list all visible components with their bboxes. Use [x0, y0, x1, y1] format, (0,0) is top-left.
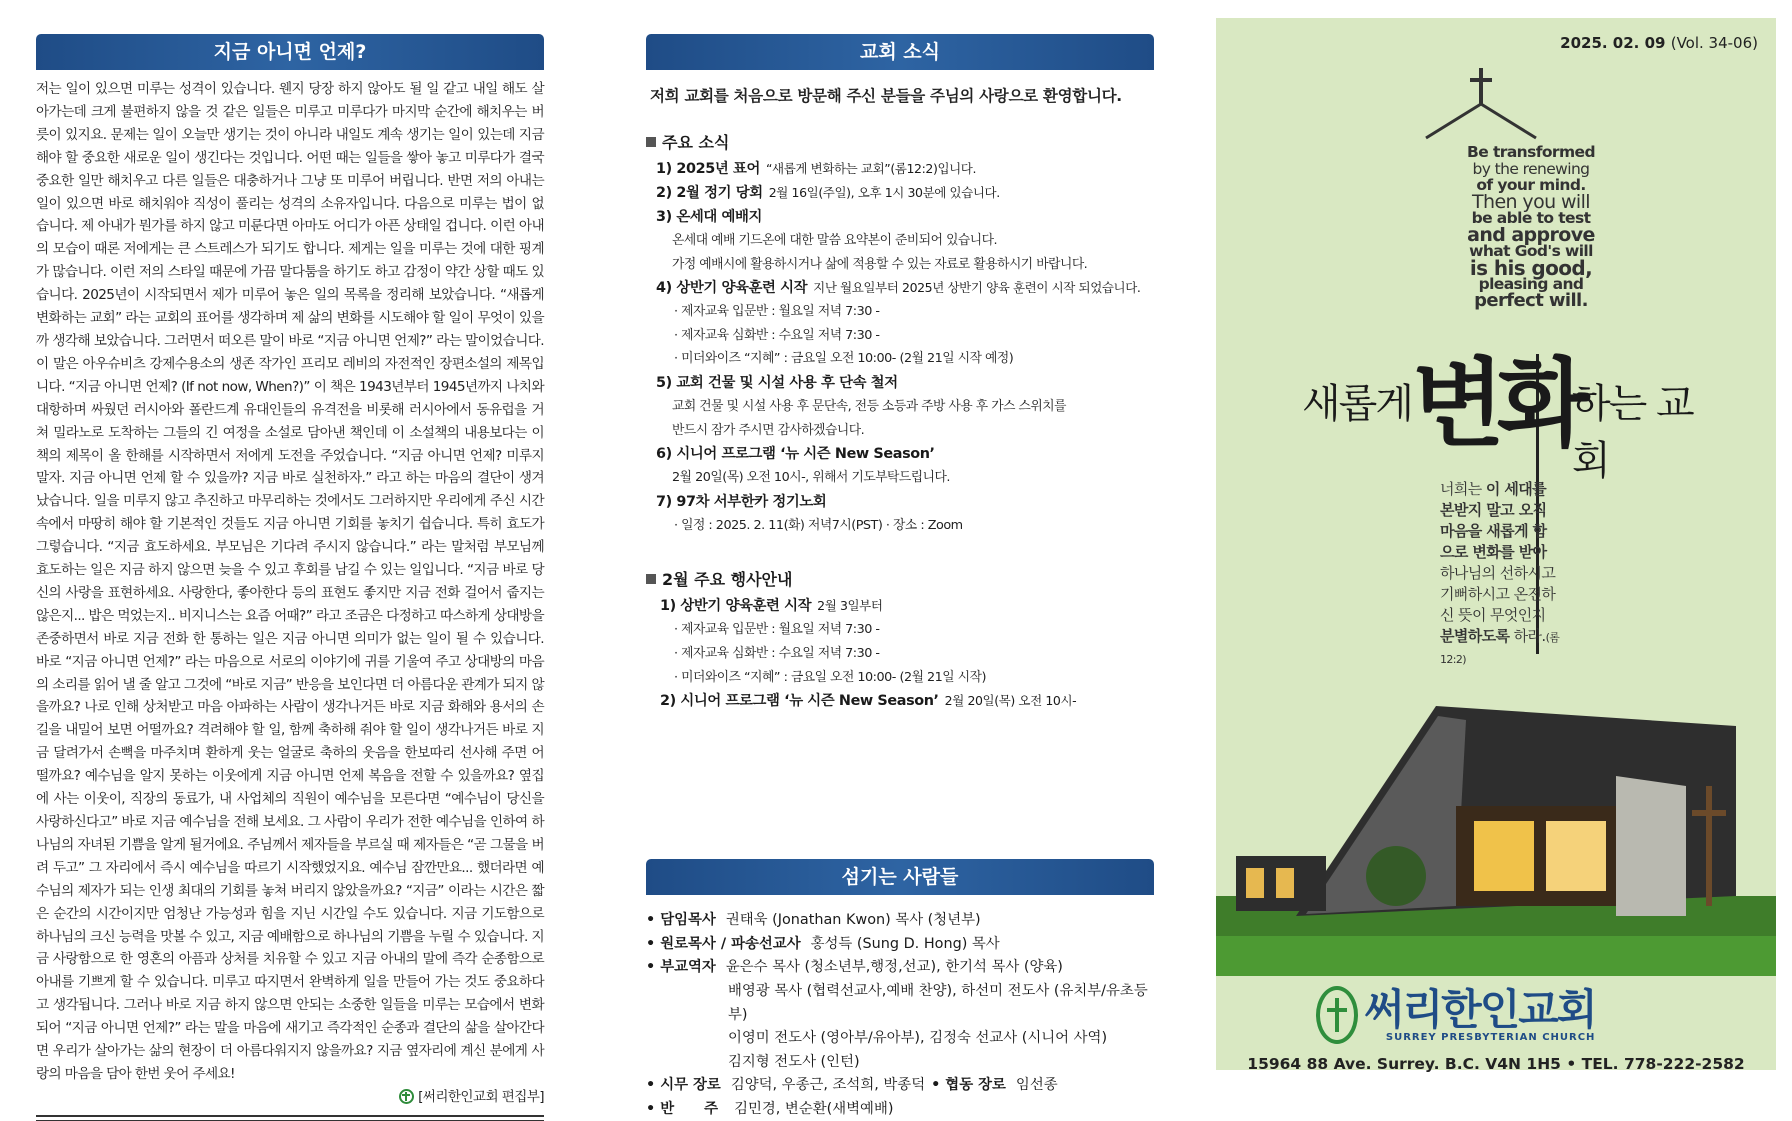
news-column: [646, 34, 1154, 1121]
event-item: 1) 상반기 양육훈련 시작 2월 3일부터: [660, 598, 883, 615]
news-item: 4) 상반기 양육훈련 시작 지난 월요일부터 2025년 상반기 양육 훈련이 시작 되었습니다.: [656, 280, 1141, 297]
servant-names: 배영광 목사 (협력선교사,예배 찬양), 하선미 전도사 (유치부/유초등부): [728, 982, 1148, 1023]
servant-row: • 반 주 김민경, 변순환(새벽예배): [646, 1100, 894, 1117]
news-sub: · 제자교육 입문반 : 월요일 저녁 7:30 -: [674, 304, 880, 320]
verse-korean: 너희는 이 세대를 본받지 말고 오직 마음을 새롭게 함으로 변화를 받아 하나님의 선하시고 기뻐하시고 온전하신 뜻이 무엇인지 분별하도록 하라.(롬 12:2): [1440, 480, 1560, 666]
news-sub: 온세대 예배 기드온에 대한 말씀 요약본이 준비되어 있습니다.: [672, 233, 998, 248]
welcome-text: 저희 교회를 처음으로 방문해 주신 분들을 주님의 사랑으로 환영합니다.: [650, 87, 1122, 105]
church-logo-icon: [399, 1089, 414, 1104]
event-sub: · 제자교육 심화반 : 수요일 저녁 7:30 -: [674, 645, 880, 661]
servant-row: • 담임목사 권태욱 (Jonathan Kwon) 목사 (청년부): [646, 912, 981, 929]
essay-signature: [써리한인교회 편집부]: [418, 1088, 544, 1105]
essay-heading: 지금 아니면 언제?: [36, 34, 544, 70]
church-cross-logo-icon: [1316, 986, 1358, 1044]
news-item: 7) 97차 서부한카 정기노회: [656, 493, 827, 510]
divider: [36, 1115, 544, 1117]
essay-body: [36, 78, 544, 1109]
square-bullet-icon: [646, 137, 656, 147]
news-item: 2) 2월 정기 당회 2월 16일(주일), 오후 1시 30분에 있습니다.: [656, 185, 1000, 201]
news-item: 5) 교회 건물 및 시설 사용 후 단속 철저: [656, 374, 898, 391]
servants-heading: 섬기는 사람들: [646, 859, 1154, 895]
event-item: 2) 시니어 프로그램 ‘뉴 시즌 New Season’ 2월 20일(목) 오전 10시-: [660, 693, 1077, 710]
verse-english: Be transformed by the renewing of your mind. Then you will be able to test and approve what God's will is his good, pleasing and perfect will.: [1467, 143, 1595, 311]
main-news-heading: 주요 소식: [646, 130, 1154, 153]
news-sub: · 일정 : 2025. 2. 11(화) 저녁7시(PST) · 장소 : Zoom: [674, 517, 963, 533]
event-sub: · 제자교육 입문반 : 월요일 저녁 7:30 -: [674, 622, 880, 638]
news-item: 3) 온세대 예배지: [656, 209, 763, 225]
news-heading: 교회 소식: [646, 34, 1154, 70]
servants-list: [646, 909, 1154, 1121]
church-building-photo: [1216, 686, 1776, 976]
news-sub: · 제자교육 심화반 : 수요일 저녁 7:30 -: [674, 327, 880, 343]
church-address: 15964 88 Ave. Surrey. B.C. V4N 1H5 • TEL. 778-222-2582: [1247, 1055, 1745, 1073]
essay-signature-line: [36, 1086, 544, 1109]
events-heading: 2월 주요 행사안내: [646, 567, 1154, 590]
news-item: 6) 시니어 프로그램 ‘뉴 시즌 New Season’: [656, 446, 935, 463]
news-sub: 가정 예배시에 활용하시거나 삶에 적용할 수 있는 자료로 활용하시기 바랍니다.: [672, 256, 1088, 272]
news-item: 1) 2025년 표어 “새롭게 변화하는 교회”(롬12:2)입니다.: [656, 161, 977, 177]
square-bullet-icon: [646, 574, 656, 584]
issue-date: 2025. 02. 09 (Vol. 34-06): [1560, 34, 1758, 52]
essay-text: 저는 일이 있으면 미루는 성격이 있습니다. 웬지 당장 하지 않아도 될 일 같고 내일 해도 살아가는데 크게 불편하지 않을 것 같은 일들은 미루고 미루다가 마지막 순간에 해치우는 버릇이 있지요. 문제는 일이 오늘만 생기는 것이 아니라 내일도 계속 생기는 일이 있는데 지금 해야 할 중요한 새로운 일이 생긴다는 것입니다. 어떤 때는 일들을 쌓아 놓고 미루다가 결국 중요한 일만 해치우고 다른 일들은 대충하거나 그냥 또 미루어 버립니다. 반면 저의 아내는 일이 있으면 바로 해치워야 직성이 풀리는 성격의 소유자입니다. 다음으로 미루는 법이 없습니다. 제 아내가 뭔가를 하지 않고 미룬다면 아마도 어디가 아픈 상태일 겁니다. 이런 아내의 모습이 때론 저에게는 큰 스트레스가 되기도 합니다. 제게는 일을 미루는 것에 대한 핑계가 많습니다. 이런 저의 스타일 때문에 가끔 말다툼을 하기도 하고 감정이 약간 상할 때도 있습니다. 2025년이 시작되면서 제가 미루어 놓은 일의 목록을 정리해 보았습니다. “새롭게 변화하는 교회” 라는 교회의 표어를 생각하며 제 삶의 변화를 시도해야 할 일이 무엇이 있을까 생각해 보았습니다. 그러면서 떠오른 말이 바로 “지금 아니면 언제?” 라는 말이었습니다. 이 말은 아우슈비츠 강제수용소의 생존 작가인 프리모 레비의 자전적인 장편소설의 제목입니다. “지금 아니면 언제? (If not now, When?)” 이 책은 1943년부터 1945년까지 나치와 대항하며 싸웠던 러시아와 폴란드계 유대인들의 유격전을 비롯해 러시아에서 동유럽을 거쳐 밀라노로 도착하는 그들의 긴 여정을 소설로 담아낸 책인데 이 소설책의 내용보다는 이 책의 제목이 올 한해를 시작하면서 저에게 도전을 주었습니다. “지금 아니면 언제? 미루지 말자. 지금 아니면 언제 할 수 있을까? 지금 바로 실천하자.” 라고 하는 마음의 결단이 생겨났습니다. 일을 미루지 않고 추진하고 마무리하는 것에서도 그러하지만 우리에게 주신 시간 속에서 마땅히 해야 할 기본적인 것들도 지금 아니면 기회를 놓치기 쉽습니다. 특히 효도가 그렇습니다. “지금 효도하세요. 부모님은 기다려 주시지 않습니다.” 라는 말처럼 부모님께 효도하는 일은 지금 하지 않으면 늦을 수 있고 후회를 남길 수 있는 일입니다. “지금 바로 당신의 사랑을 표현하세요. 사랑한다, 좋아한다 등의 표현도 좋지만 지금 전화 걸어서 줍지는 않은지... 밥은 먹었는지.. 비지니스는 요즘 어때?” 라고 조금은 다정하고 따스하게 상대방을 존중하면서 바로 지금 전화 한 통하는 일은 지금 아니면 의미가 없는 일이 될 수 있습니다. 바로 “지금 아니면 언제?” 라는 마음으로 서로의 이야기에 귀를 기울여 주고 상대방의 마음의 소리를 읽어 낼 줄 알고 그것에 “바로 지금” 반응을 보인다면 더 아름다운 관계가 되지 않을까요? 나로 인해 상처받고 마음 아파하는 사람이 생각나거든 바로 지금 화해와 용서의 손길을 내밀어 보면 어떨까요? 격려해야 할 일, 함께 축하해 줘야 할 일이 생각나거든 바로 지금 달려가서 손뼉을 마주치며 환하게 웃는 얼굴로 축하의 웃음을 한보따리 선사해 주면 어떨까요? 예수님을 알지 못하는 이웃에게 지금 아니면 언제 복음을 전할 수 있을까요? 옆집에 사는 이웃이, 직장의 동료가, 내 사업체의 직원이 예수님을 모른다면 “예수님이 당신을 사랑하신다고” 바로 지금 예수님을 전해 보세요. 그 사람이 우리가 전한 예수님을 인하여 하나님의 자녀된 기쁨을 알게 될거에요. 주님께서 제자들을 부르실 때 제자들은 “곧 그물을 버려 두고” 그 자리에서 즉시 예수님을 따르기 시작했었지요. 예수님 잠깐만요... 했더라면 예수님의 제자가 되는 인생 최대의 기회를 놓쳐 버리지 않았을까요? “지금” 이라는 시간은 짧은 순간의 시간이지만 엄청난 가능성과 힘을 지닌 시간일 수도 있습니다. 지금 기도함으로 하나님의 크신 능력을 맛볼 수 있고, 지금 예배함으로 하나님의 기쁨을 누릴 수 있습니다. 지금 사랑함으로 한 영혼의 아픔과 상처를 치유할 수 있고 지금 아내의 말에 즉각 순종함으로 아내를 기쁘게 할 수 있습니다. 미루고 따지면서 완벽하게 일을 만들어 가는 것도 중요하다고 생각됩니다. 그러나 바로 지금 하지 않으면 안되는 소중한 일들을 미루는 모습에서 변화되어 “지금 아니면 언제?” 라는 말을 마음에 새기고 즉각적인 순종과 결단의 삶을 살아간다면 우리가 살아가는 삶의 현장이 더 아름다워지지 않을까요? 지금 옆자리에 계신 분에게 사랑의 마음을 담아 한번 웃어 주세요!: [36, 81, 544, 1082]
news-sub: · 미더와이즈 “지혜” : 금요일 오전 10:00- (2월 21일 시작 예정): [674, 351, 1014, 367]
cross-icon: [1466, 68, 1496, 128]
event-sub: · 미더와이즈 “지혜” : 금요일 오전 10:00- (2월 21일 시작): [674, 669, 986, 685]
church-logo: [1316, 980, 1595, 1050]
church-name: 써리한인교회: [1364, 984, 1596, 1034]
servant-row: • 부교역자 윤은수 목사 (청소년부,행정,선교), 한기석 목사 (양육): [646, 959, 1063, 976]
church-name-english: SURREY PRESBYTERIAN CHURCH: [1385, 1031, 1596, 1043]
servant-names: 김지형 전도사 (인턴): [728, 1053, 860, 1070]
servant-names: 이영미 전도사 (영아부/유아부), 김정숙 선교사 (시니어 사역): [728, 1030, 1108, 1047]
news-sub: 교회 건물 및 시설 사용 후 문단속, 전등 소등과 주방 사용 후 가스 스위치를: [672, 398, 1066, 414]
cover-panel: [1216, 18, 1776, 1073]
servant-row: • 원로목사 / 파송선교사 홍성득 (Sung D. Hong) 목사: [646, 935, 1000, 952]
news-sub: 반드시 잠가 주시면 감사하겠습니다.: [672, 422, 865, 438]
servant-row: • 시무 장로 김양덕, 우종근, 조석희, 박종덕 • 협동 장로 임선종: [646, 1077, 1058, 1094]
essay-column: [36, 34, 544, 1121]
news-sub: 2월 20일(목) 오전 10시-, 위해서 기도부탁드립니다.: [672, 470, 950, 486]
cover-title: 새롭게 변화 하는 교회: [1302, 347, 1693, 484]
